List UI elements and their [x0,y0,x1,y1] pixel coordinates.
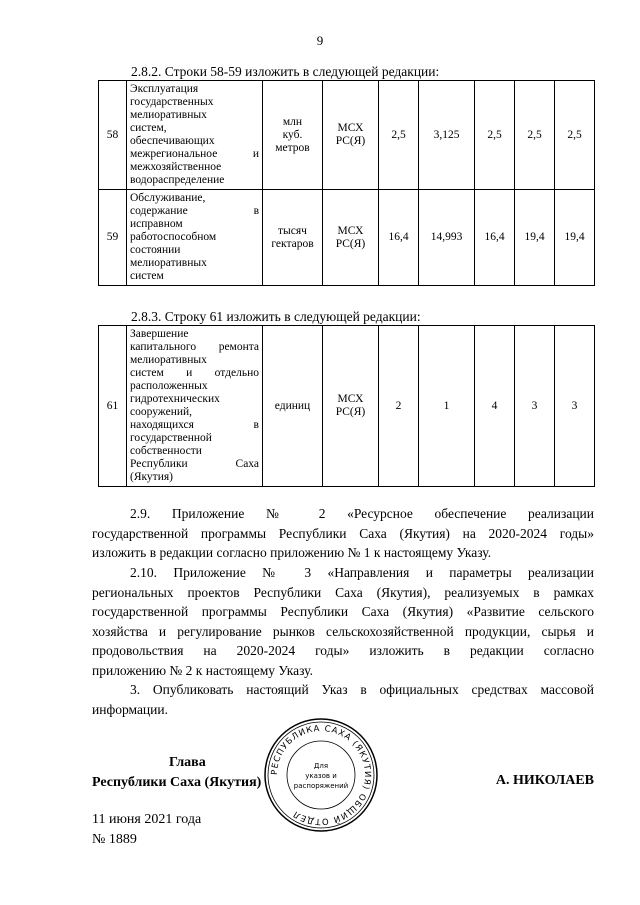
unit-cell [263,326,323,487]
paragraph-line: государственной программы Республики Саха (Якутия) «Развитие сельского [92,604,594,619]
indicator-name-line: исправном [130,218,183,230]
indicator-name-line: Эксплуатация [130,83,199,95]
indicator-name-line: (Якутия) [130,471,173,483]
indicator-name-line: гидротехнических [130,393,220,405]
value-cell: 3 [555,326,595,487]
paragraph-3 [92,680,594,719]
paragraph-line: изложить в редакции согласно приложению № 1 к настоящему Указу. [92,545,492,560]
paragraph-2-10 [92,563,594,680]
value-cell: 2,5 [379,81,419,190]
paragraph-line: государственной программы Республики Саха (Якутия) на 2020-2024 годы» [92,525,594,541]
page-number: 9 [316,33,324,48]
table-row [99,81,595,190]
paragraph-line: 3. Опубликовать настоящий Указ в официальных средствах массовой [130,682,594,697]
organization-line: РС(Я) [335,135,366,147]
value-cell: 19,4 [555,190,595,286]
unit-line: единиц [274,399,311,412]
indicator-name-line: государственных [130,96,214,108]
value-cell: 14,993 [419,190,475,286]
indicator-name-line: Обслуживание, [130,192,206,204]
signature-title-line2: Республики Саха (Якутия) [92,775,262,790]
document-number: № 1889 [92,832,137,847]
document-date: 11 июня 2021 года [92,812,202,827]
value-cell: 2 [379,326,419,487]
section-heading-2-8-2: 2.8.2. Строки 58-59 изложить в следующей редакции: [131,64,440,79]
signature-title-line1: Глава [169,755,206,770]
indicator-name-cell [127,190,263,286]
unit-line: млн [282,115,303,128]
unit-cell [263,190,323,286]
indicator-name-line: находящихся в [130,419,259,431]
organization-line: МСХ [337,224,364,237]
organization-line: МСХ [337,122,364,134]
value-cell: 2,5 [515,81,555,190]
indicator-name-line: мелиоративных [130,257,207,269]
organization-line: РС(Я) [335,406,366,418]
seal-ring-text: РЕСПУБЛИКА САХА (ЯКУТИЯ) ОБЩИЙ ОТДЕЛ [269,723,373,827]
row-number-cell: 58 [99,81,127,190]
indicator-name-line: водораспределение [130,174,225,186]
table-rows-58-59 [98,80,595,286]
organization-cell [323,81,379,190]
seal-center-line3: распоряжений [293,782,349,790]
row-number-cell: 61 [99,326,127,487]
indicator-name-line: капитального ремонта [130,341,259,353]
paragraph-line: региональных проектов Республики Саха (Якутия), реализуемых в рамках [92,584,594,600]
unit-line: метров [275,141,310,154]
indicator-name-line: расположенных [130,380,208,392]
unit-cell [263,81,323,190]
official-seal-icon [262,716,380,834]
unit-line: куб. [282,128,303,141]
indicator-name-line: состоянии [130,244,181,256]
indicator-name-line: содержание в [130,205,259,217]
indicator-name-line: мелиоративных [130,109,207,121]
indicator-name-line: систем и отдельно [130,367,259,379]
value-cell: 1 [419,326,475,487]
indicator-name-cell [127,81,263,190]
indicator-name-line: систем, [130,122,167,134]
seal-center-line1: Для [313,762,329,770]
indicator-name-line: обеспечивающих [130,135,215,147]
paragraph-2-9 [92,504,594,563]
table-row-61 [98,325,595,487]
indicator-name-line: Завершение [130,328,189,340]
organization-cell [323,190,379,286]
value-cell: 19,4 [515,190,555,286]
unit-line: гектаров [271,237,314,250]
value-cell: 4 [475,326,515,487]
organization-line: МСХ [337,393,364,405]
section-heading-2-8-3: 2.8.3. Строку 61 изложить в следующей редакции: [131,309,421,324]
indicator-name-cell [127,326,263,487]
paragraph-line: приложению № 2 к настоящему Указу. [92,662,313,678]
row-number-cell: 59 [99,190,127,286]
indicator-name-line: систем [130,270,164,282]
signatory-name: А. НИКОЛАЕВ [495,773,594,788]
paragraph-line: информации. [92,701,168,717]
table-row [99,326,595,487]
indicator-name-line: межхозяйственное [130,161,222,173]
document-date-block [92,810,201,850]
unit-line: тысяч [278,224,307,237]
value-cell: 2,5 [475,81,515,190]
indicator-name-line: сооружений, [130,406,193,418]
indicator-name-line: Республики Саха [130,458,259,470]
indicator-name-line: работоспособном [130,231,217,243]
value-cell: 2,5 [555,81,595,190]
indicator-name-line: мелиоративных [130,354,207,366]
value-cell: 16,4 [379,190,419,286]
indicator-name-line: собственности [130,445,202,457]
signature-title [92,753,261,793]
value-cell: 16,4 [475,190,515,286]
paragraph-line: 2.9. Приложение № 2 «Ресурсное обеспечение реализации [130,506,594,521]
paragraph-line: хозяйства и регулирование рынков сельскохозяйственной продукции, сырья и [92,623,594,639]
organization-line: РС(Я) [335,237,366,250]
paragraph-line: 2.10. Приложение № 3 «Направления и параметры реализации [130,565,594,580]
value-cell: 3,125 [419,81,475,190]
table-row [99,190,595,286]
indicator-name-line: межрегиональное и [130,148,259,160]
organization-cell [323,326,379,487]
paragraph-line: продовольствия на 2020-2024 годы» изложить в редакции согласно [92,643,594,658]
seal-center-line2: указов и [305,772,337,780]
value-cell: 3 [515,326,555,487]
indicator-name-line: государственной [130,432,212,444]
